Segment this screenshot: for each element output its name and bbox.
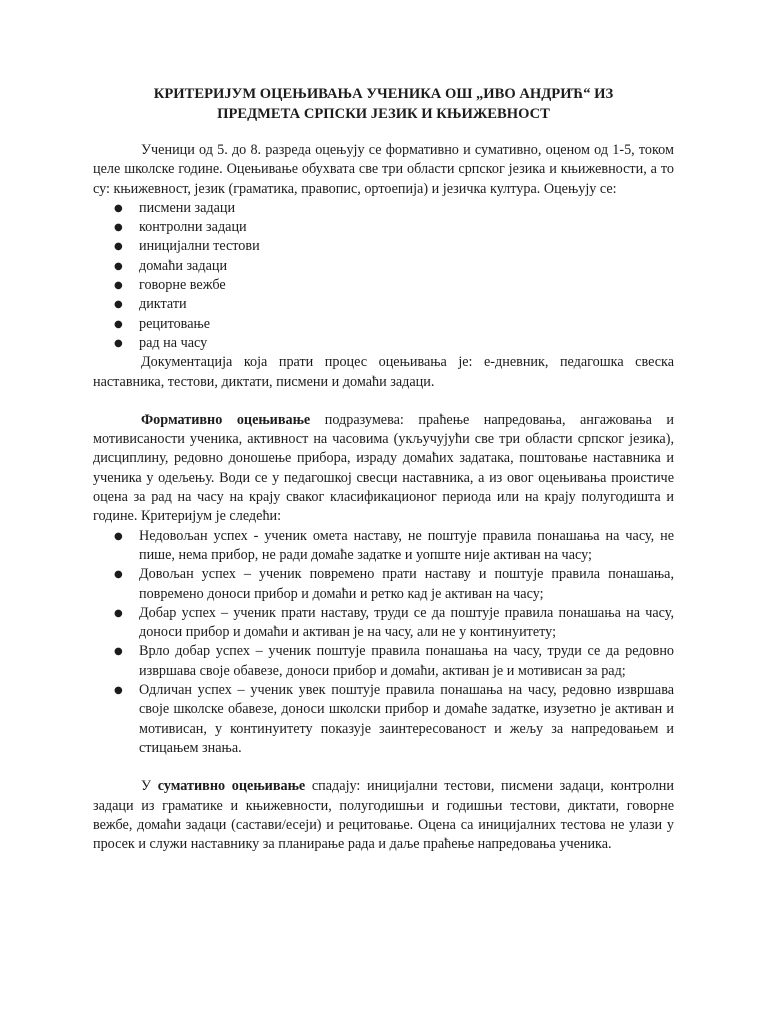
summative-prefix: У (141, 778, 158, 795)
paragraph-spacer (93, 758, 674, 777)
bullet-icon: ● (114, 260, 123, 272)
formative-term: Формативно оцењивање (141, 411, 311, 428)
list-item: ● иницијални тестови (93, 237, 674, 256)
summative-paragraph (93, 777, 674, 854)
list-item: ● рад на часу (93, 334, 674, 353)
bullet-icon: ● (114, 530, 123, 542)
bullet-icon: ● (114, 569, 123, 581)
document-title (93, 84, 674, 124)
formative-text: подразумева: праћење напредовања, ангажовања и мотивисаности ученика, активност на часовима (укључујући све три области српског језика), дисциплину, редовно доношење прибора, израду домаћих задатака, поштовање наставника и ученика у одељењу. Води се у педагошкој свесци наставника, а из овог оцењивања проистиче оцена за рад на часу на крају сваког класификационог периода или на крају полугодишта и године. Критеријум је следећи: (93, 411, 674, 525)
list-item: ● писмени задаци (93, 199, 674, 218)
bullet-icon: ● (114, 222, 123, 234)
bullet-icon: ● (114, 299, 123, 311)
bullet-icon: ● (114, 607, 123, 619)
summative-text: спадају: иницијални тестови, писмени задаци, контролни задаци из граматике и књижевности, полугодишњи и годишњи тестови, диктати, говорне вежбе, домаћи задаци (састави/есеји) и рецитовање. Оцена са иницијалних тестова не улази у просек и служи наставнику за планирање рада и даље праћење напредовања ученика. (93, 778, 674, 853)
bullet-icon: ● (114, 241, 123, 253)
documentation-paragraph: Документација која прати процес оцењивања је: е-дневник, педагошка свеска наставника, тестови, диктати, писмени и домаћи задаци. (93, 354, 674, 390)
list-item: ● домаћи задаци (93, 257, 674, 276)
formative-criteria-list (93, 527, 674, 759)
title-line-2: ПРЕДМЕТА СРПСКИ ЈЕЗИК И КЊИЖЕВНОСТ (217, 106, 550, 122)
list-item: ● Добар успех – ученик прати наставу, труди се да поштује правила понашања на часу, доноси прибор и домаћи и активан је на часу, али не у континуитету; (114, 604, 674, 641)
bullet-icon: ● (114, 202, 123, 214)
list-item: ● рецитовање (93, 315, 674, 334)
list-item: ● говорне вежбе (93, 276, 674, 295)
bullet-icon: ● (114, 337, 123, 349)
list-item: ● Довољан успех – ученик повремено прати наставу и поштује правила понашања, повремено доноси прибор и домаћи и ретко кад је активан на часу; (114, 566, 674, 602)
bullet-icon: ● (114, 280, 123, 292)
list-item: ● диктати (93, 295, 674, 314)
list-item: ● Врло добар успех – ученик поштује правила понашања на часу, труди се да редовно извршава своје обавезе, доноси прибор и домаћи, активан је и мотивисан за рад; (114, 643, 674, 679)
summative-term: сумативно оцењивање (157, 778, 306, 795)
title-line-1: КРИТЕРИЈУМ ОЦЕЊИВАЊА УЧЕНИКА ОШ „ИВО АНДРИЋ“ ИЗ (153, 86, 614, 102)
intro-paragraph: Ученици од 5. до 8. разреда оцењују се формативно и сумативно, оценом од 1-5, током целе школске године. Оцењивање обухвата све три области српског језика и књижевности, а то су: књижевност, језик (граматика, правопис, ортоепија) и језичка култура. Оцењују се: (93, 142, 674, 197)
bullet-icon: ● (114, 685, 123, 697)
assessed-items-list (93, 199, 674, 353)
paragraph-spacer (93, 392, 674, 411)
bullet-icon: ● (114, 318, 123, 330)
bullet-icon: ● (114, 646, 123, 658)
list-item: ● контролни задаци (93, 218, 674, 237)
list-item: ● Одличан успех – ученик увек поштује правила понашања на часу, редовно извршава своје школске обавезе, доноси школски прибор и домаће задатке, изузетно је активан и мотивисан, у континуитету показује заинтересованост и жељу за напредовањем и стицањем знања. (114, 682, 674, 756)
formative-paragraph (93, 411, 674, 527)
list-item: ● Недовољан успех - ученик омета наставу, не поштује правила понашања на часу, не пише, нема прибор, не ради домаће задатке и уопште није активан на часу; (114, 527, 674, 563)
